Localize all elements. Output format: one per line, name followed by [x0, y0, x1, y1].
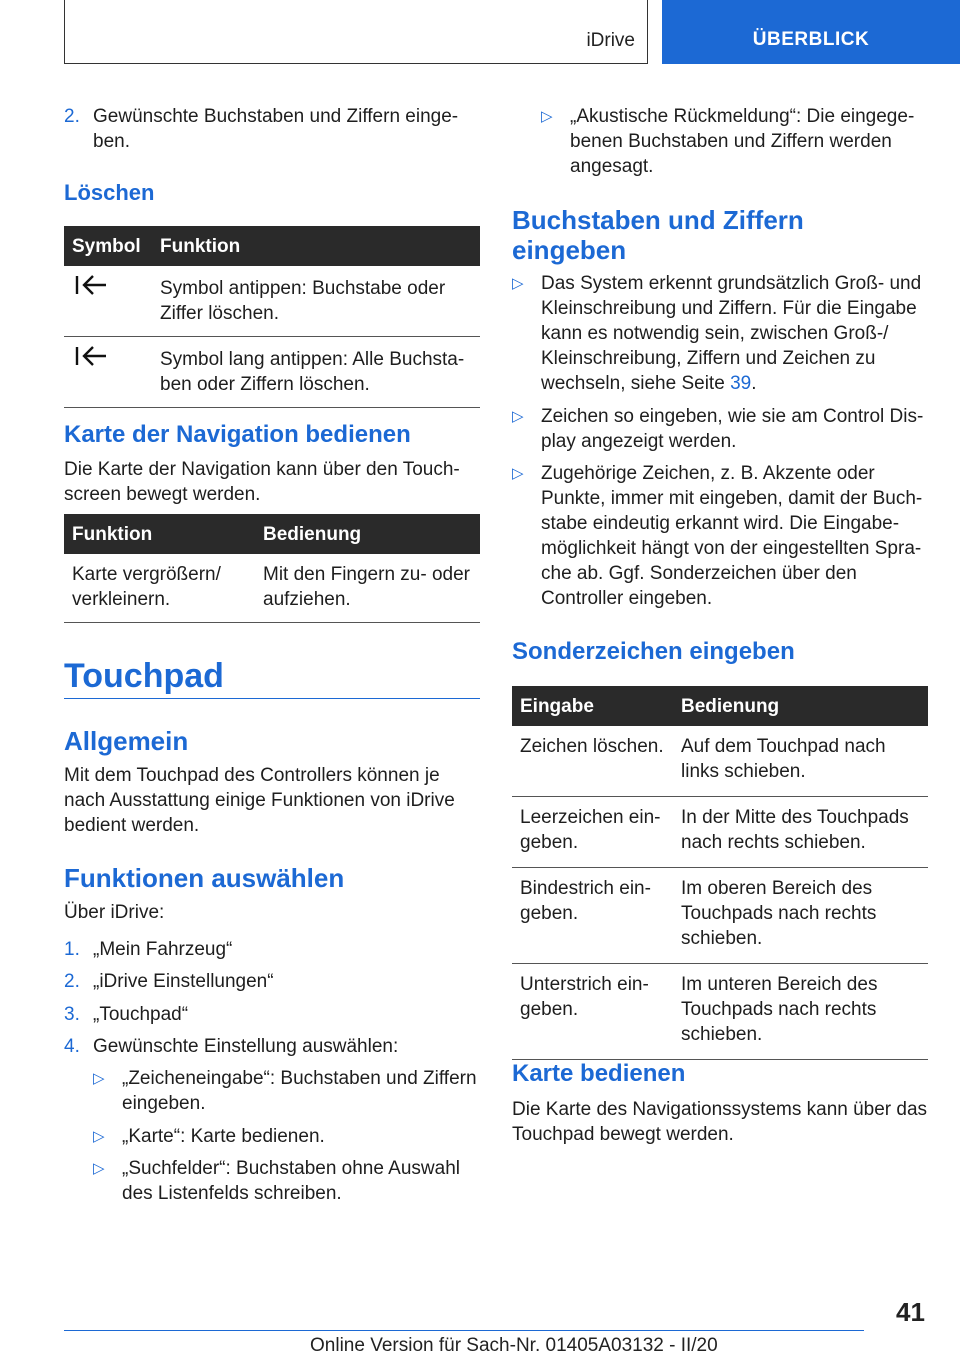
step-text: „iDrive Einstellungen“	[93, 971, 274, 992]
step-number: 1.	[64, 939, 80, 960]
list-item	[64, 1034, 480, 1059]
list-item	[64, 937, 480, 962]
bullet-text: Das System erkennt grundsätzlich Groß- und Kleinschreibung und Ziffern. Für die Eingabe kann es notwendig sein, zwischen Groß-/ Kleinschreibung, Ziffern und Zeichen zu wechseln, siehe Seite	[541, 273, 922, 394]
table-cell: Symbol lang antippen: Alle Buchstaben oder Ziffern löschen.	[152, 337, 480, 408]
backspace-icon	[64, 266, 152, 337]
table-header: Bedienung	[255, 514, 480, 554]
table-cell: Leerzeichen eingeben.	[512, 797, 673, 868]
table-cell: Mit den Fingern zu- oder aufziehen.	[255, 554, 480, 623]
table-cell: Zeichen löschen.	[512, 726, 673, 797]
list-item	[93, 1156, 480, 1206]
header-frame	[64, 0, 648, 64]
list-item	[64, 969, 480, 994]
step-text: „Mein Fahrzeug“	[93, 939, 233, 960]
table-cell: Unterstrich eingeben.	[512, 964, 673, 1060]
karte-bedienen-text: Die Karte des Navigationssystems kann über das Touchpad bewegt werden.	[512, 1099, 928, 1145]
list-item	[64, 1002, 480, 1027]
section-title-sonderzeichen: Sonderzeichen eingeben	[512, 638, 795, 665]
footer-divider	[64, 1330, 864, 1331]
step-text: Gewünschte Buchstaben und Ziffern eingeben.	[93, 106, 459, 152]
section-title-karte-navigation: Karte der Navigation bedienen	[64, 421, 411, 448]
bullet-text: „Suchfelder“: Buchstaben ohne Auswahl des Listenfelds schreiben.	[122, 1158, 460, 1204]
table-row	[512, 797, 928, 868]
table-header: Funktion	[152, 226, 480, 266]
step-text: Gewünschte Einstellung auswählen:	[93, 1036, 399, 1057]
table-cell: Im oberen Bereich des Touchpads nach rechts schieben.	[673, 868, 928, 964]
list-item	[93, 1124, 480, 1149]
section-title-allgemein: Allgemein	[64, 726, 189, 756]
table-row	[512, 726, 928, 797]
table-row	[64, 337, 480, 408]
table-cell: Im unteren Bereich des Touchpads nach rechts schieben.	[673, 964, 928, 1060]
table-cell: In der Mitte des Touchpads nach rechts schieben.	[673, 797, 928, 868]
list-item	[93, 1066, 480, 1116]
triangle-bullet-icon: ▷	[93, 1160, 105, 1177]
triangle-bullet-icon: ▷	[512, 465, 524, 482]
list-item	[512, 271, 928, 396]
karte-navigation-table	[64, 514, 480, 623]
page-link[interactable]: 39	[730, 373, 752, 394]
section-title-funktionen: Funktionen auswählen	[64, 863, 345, 893]
header-chapter-tab: ÜBERBLICK	[662, 0, 960, 64]
triangle-bullet-icon: ▷	[512, 275, 524, 292]
table-header-row	[64, 226, 480, 266]
table-row	[64, 554, 480, 623]
bullet-text: „Zeicheneingabe“: Buchstaben und Ziffern eingeben.	[122, 1068, 477, 1114]
step-text: „Touchpad“	[93, 1004, 189, 1025]
list-item	[512, 461, 928, 611]
table-row	[512, 868, 928, 964]
loeschen-table	[64, 226, 480, 408]
backspace-icon	[64, 337, 152, 408]
table-cell: Symbol antippen: Buchstabe oder Ziffer löschen.	[152, 266, 480, 337]
section-title-loeschen: Löschen	[64, 180, 155, 205]
table-cell: Karte vergrößern/ verkleinern.	[64, 554, 255, 623]
step-number: 2.	[64, 971, 80, 992]
funktionen-intro: Über iDrive:	[64, 902, 165, 923]
table-row	[64, 266, 480, 337]
triangle-bullet-icon: ▷	[93, 1070, 105, 1087]
karte-navigation-intro: Die Karte der Navigation kann über den Touchscreen bewegt werden.	[64, 459, 460, 505]
bullet-text: „Akustische Rückmeldung“: Die eingegebenen Buchstaben und Ziffern werden angesagt.	[570, 106, 915, 177]
title-line: eingeben	[512, 235, 627, 265]
table-cell: Auf dem Touchpad nach links schieben.	[673, 726, 928, 797]
sonderzeichen-table	[512, 686, 928, 1060]
list-item	[541, 104, 928, 179]
table-header-row	[64, 514, 480, 554]
footer-text: Online Version für Sach-Nr. 01405A03132 - II/20	[310, 1335, 718, 1356]
step-number: 3.	[64, 1004, 80, 1025]
section-title-karte-bedienen: Karte bedienen	[512, 1060, 686, 1087]
table-header-row	[512, 686, 928, 726]
bullet-text: Zugehörige Zeichen, z. B. Akzente oder Punkte, immer mit eingeben, damit der Buchstabe eindeutig erkannt wird. Die Eingabemöglichkeit hängt von der eingestellten Sprache ab. Ggf. Sonderzeichen über den Controller eingeben.	[541, 463, 923, 609]
section-title-buchstaben	[512, 205, 928, 265]
header-section: iDrive	[586, 30, 635, 51]
step-number: 4.	[64, 1036, 80, 1057]
page-number: 41	[896, 1297, 925, 1327]
title-divider	[64, 698, 480, 699]
list-item	[512, 404, 928, 454]
bullet-text: „Karte“: Karte bedienen.	[122, 1126, 325, 1147]
table-header: Bedienung	[673, 686, 928, 726]
bullet-text-wrap	[541, 271, 928, 396]
table-row	[512, 964, 928, 1060]
allgemein-text: Mit dem Touchpad des Controllers können je nach Ausstattung einige Funktionen von iDrive bedient werden.	[64, 765, 455, 836]
table-header: Eingabe	[512, 686, 673, 726]
triangle-bullet-icon: ▷	[93, 1128, 105, 1145]
table-header: Symbol	[64, 226, 152, 266]
bullet-text-end: .	[751, 373, 757, 394]
title-line: Buchstaben und Ziffern	[512, 205, 804, 235]
table-header: Funktion	[64, 514, 255, 554]
step-number: 2.	[64, 106, 80, 127]
table-cell: Bindestrich eingeben.	[512, 868, 673, 964]
triangle-bullet-icon: ▷	[541, 108, 553, 125]
triangle-bullet-icon: ▷	[512, 408, 524, 425]
bullet-text: Zeichen so eingeben, wie sie am Control Display angezeigt werden.	[541, 406, 924, 452]
chapter-title-touchpad: Touchpad	[64, 657, 224, 695]
